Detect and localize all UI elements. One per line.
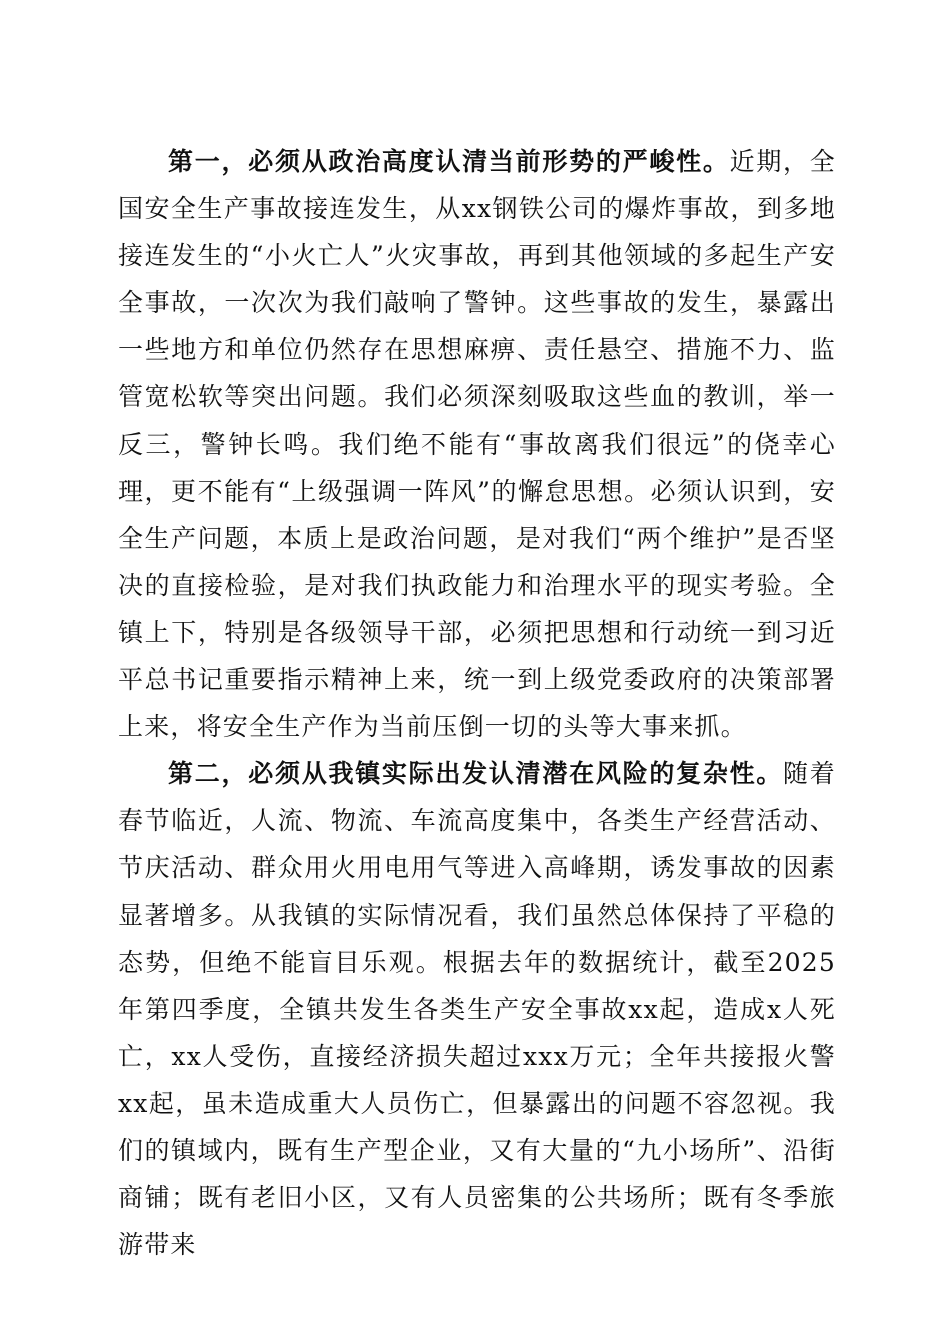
paragraph-heading-second: 第二，必须从我镇实际出发认清潜在风险的复杂性。 xyxy=(168,759,784,789)
document-body xyxy=(118,138,836,1268)
paragraph-text-second: 随着春节临近，人流、物流、车流高度集中，各类生产经营活动、节庆活动、群众用火用电用气等进入高峰期，诱发事故的因素显著增多。从我镇的实际情况看，我们虽然总体保持了平稳的态势，但绝不能盲目乐观。根据去年的数据统计，截至2025年第四季度，全镇共发生各类生产安全事故xx起，造成x人死亡，xx人受伤，直接经济损失超过xxx万元；全年共接报火警xx起，虽未造成重大人员伤亡，但暴露出的问题不容忽视。我们的镇域内，既有生产型企业，又有大量的“九小场所”、沿街商铺；既有老旧小区，又有人员密集的公共场所；既有冬季旅游带来 xyxy=(118,759,836,1260)
paragraph-second xyxy=(118,750,836,1268)
paragraph-text-first: 近期，全国安全生产事故接连发生，从xx钢铁公司的爆炸事故，到多地接连发生的“小火亡人”火灾事故，再到其他领域的多起生产安全事故，一次次为我们敲响了警钟。这些事故的发生，暴露出一些地方和单位仍然存在思想麻痹、责任悬空、措施不力、监管宽松软等突出问题。我们必须深刻吸取这些血的教训，举一反三，警钟长鸣。我们绝不能有“事故离我们很远”的侥幸心理，更不能有“上级强调一阵风”的懈怠思想。必须认识到，安全生产问题，本质上是政治问题，是对我们“两个维护”是否坚决的直接检验，是对我们执政能力和治理水平的现实考验。全镇上下，特别是各级领导干部，必须把思想和行动统一到习近平总书记重要指示精神上来，统一到上级党委政府的决策部署上来，将安全生产作为当前压倒一切的头等大事来抓。 xyxy=(118,147,837,742)
paragraph-heading-first: 第一，必须从政治高度认清当前形势的严峻性。 xyxy=(168,147,730,176)
paragraph-first xyxy=(118,138,836,750)
